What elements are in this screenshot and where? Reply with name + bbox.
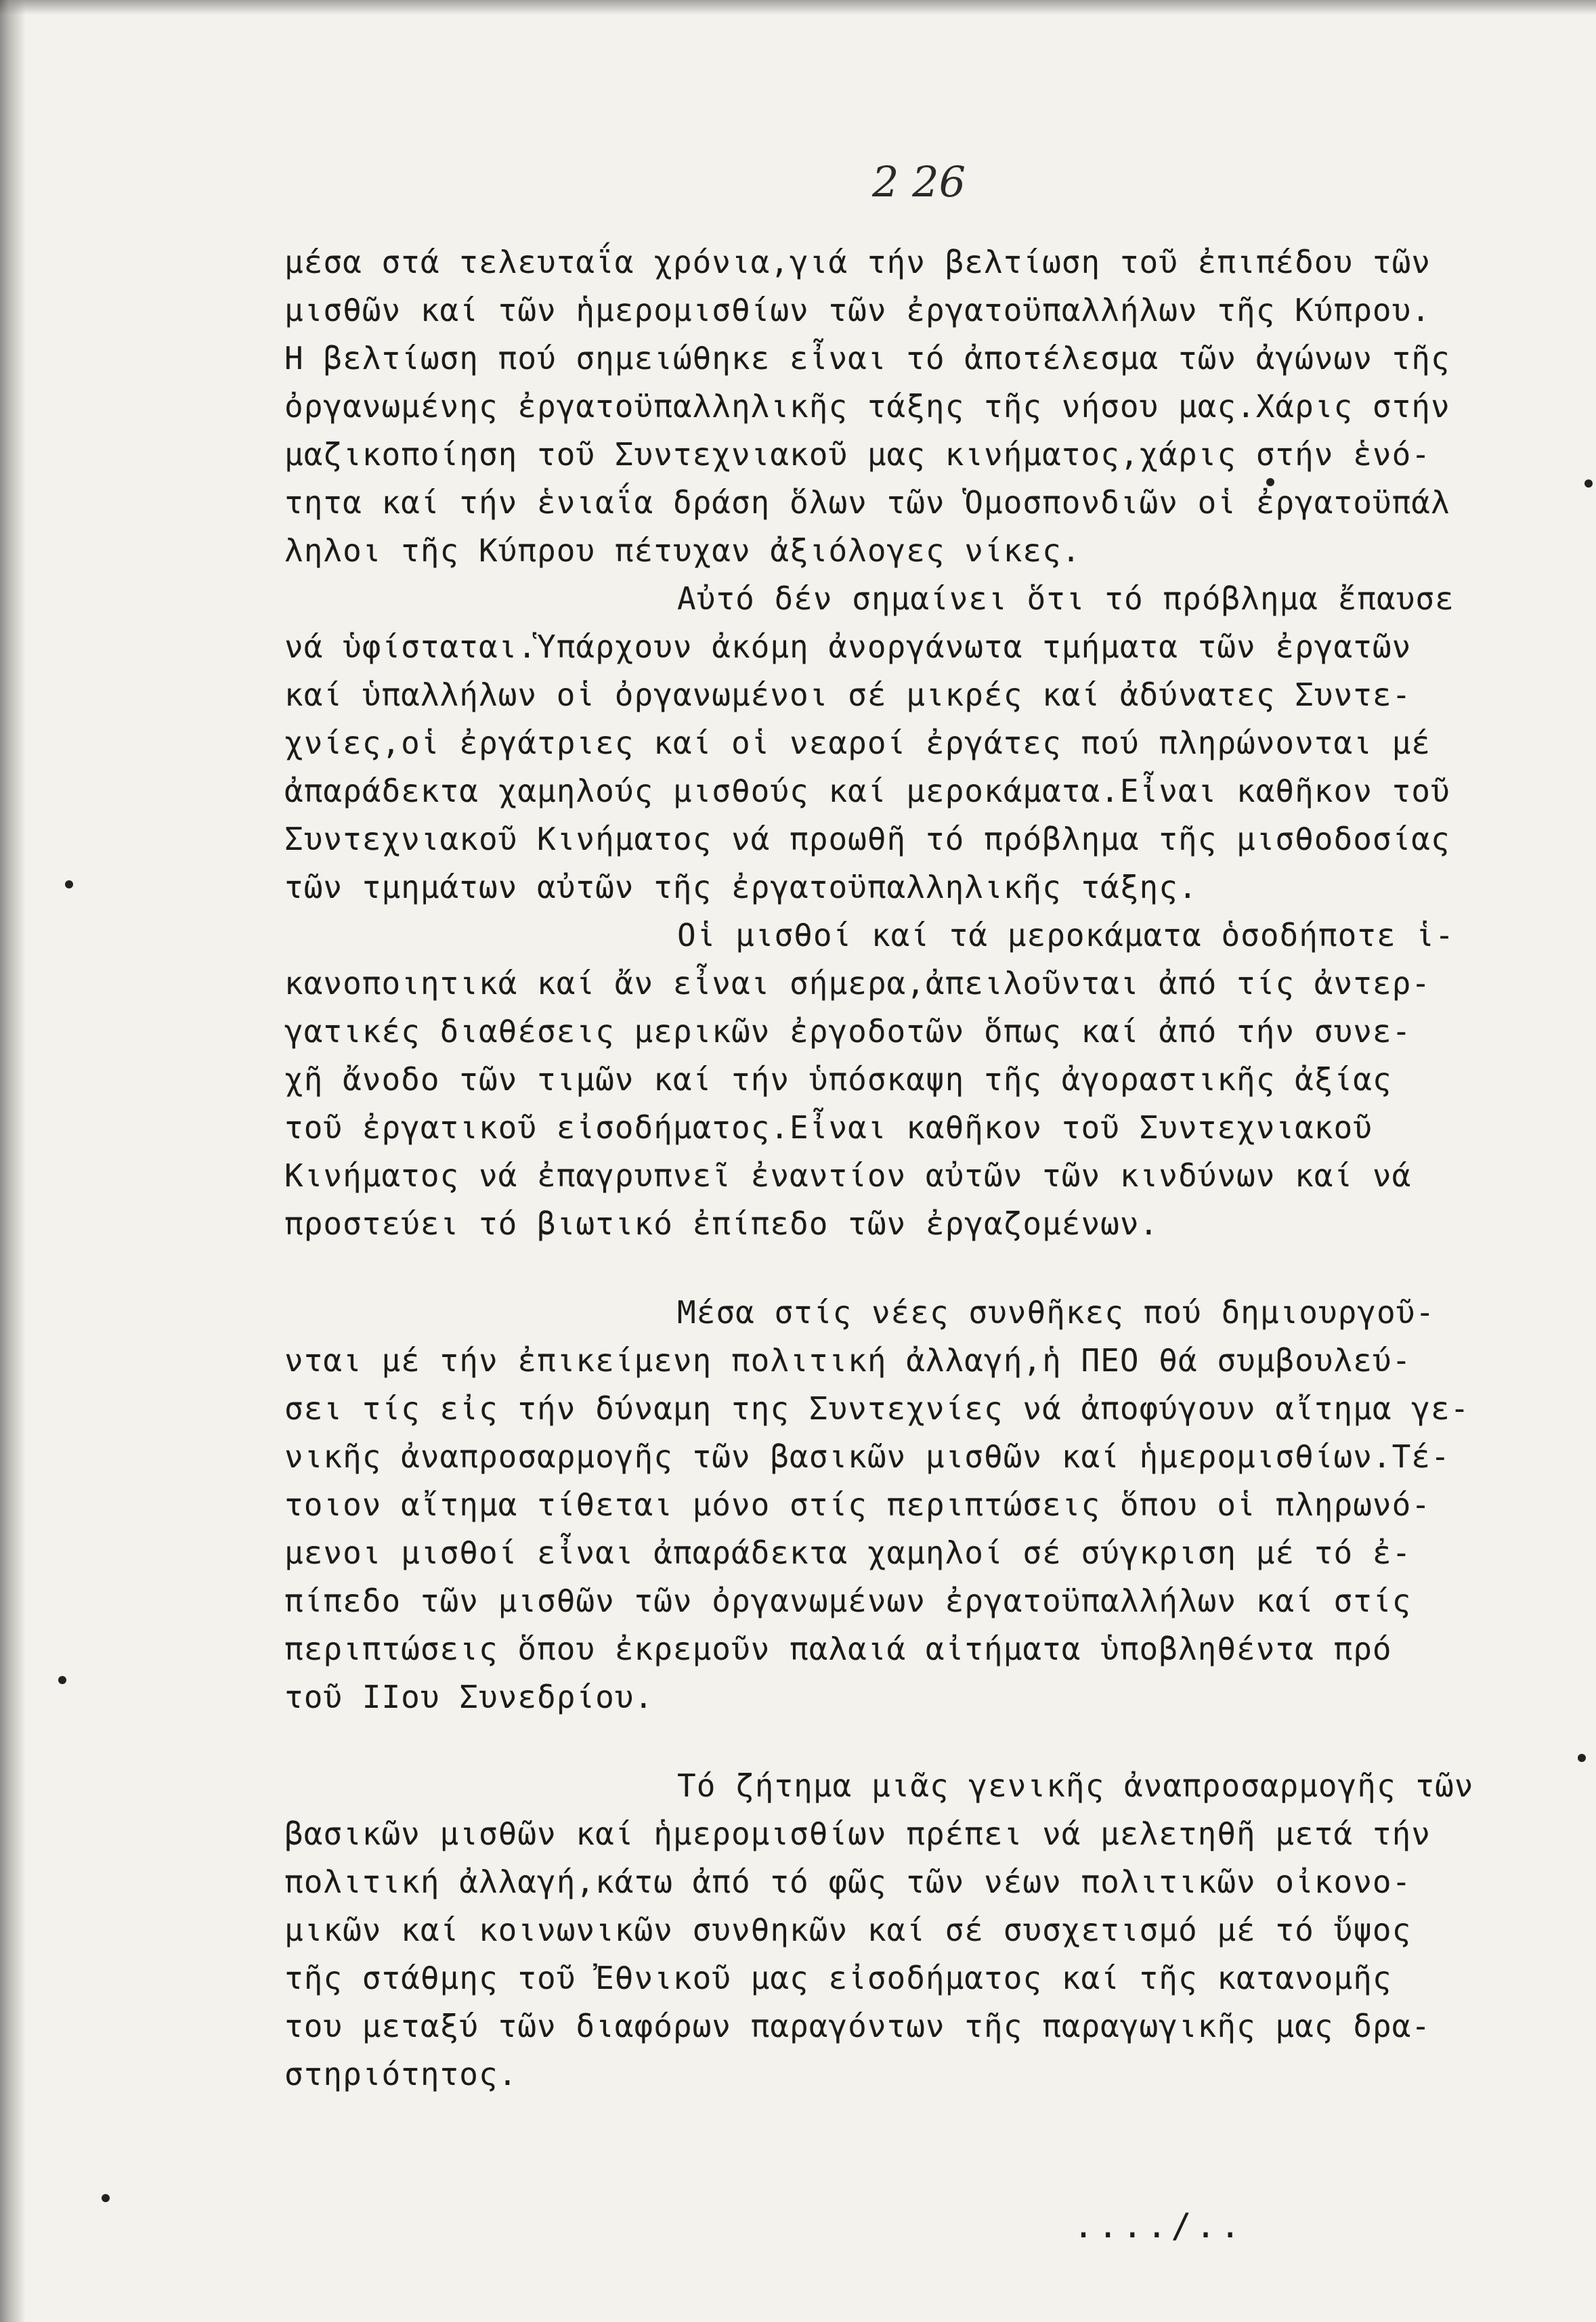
scan-speck [58, 1676, 66, 1684]
scan-speck [1578, 1754, 1586, 1762]
scan-edge-left [0, 0, 26, 2322]
body-text [284, 238, 1524, 2099]
paragraph-3: Οἱ μισθοί καί τά μεροκάματα ὁσοδήποτε ἱ- κανοποιητικά καί ἄν εἶναι σήμερα,ἀπειλοῦνται ἀπό τίς ἀντερ- γατικές διαθέσεις μερικῶν ἐργοδοτῶν ὅπως καί ἀπό τήν συνε- χῆ ἄνοδο τῶν τιμῶν καί τήν ὑπόσκαψη τῆς ἀγοραστικῆς ἀξίας τοῦ ἐργατικοῦ εἰσοδήματος.Εἶναι καθῆκον τοῦ Συντεχνιακοῦ Κινήματος νά ἐπαγρυπνεῖ ἐναντίον αὐτῶν τῶν κινδύνων καί νά προστεύει τό βιωτικό ἐπίπεδο τῶν ἐργαζομένων. [284, 917, 1454, 1242]
scan-speck [102, 2194, 110, 2202]
scan-edge-top [0, 0, 1596, 15]
scan-speck [65, 880, 73, 888]
page-number: 2 26 [872, 157, 966, 207]
paragraph-4: Μέσα στίς νέες συνθῆκες πού δημιουργοῦ- νται μέ τήν ἐπικείμενη πολιτική ἀλλαγή,ἡ ΠΕΟ θά συμβουλεύ- σει τίς εἰς τήν δύναμη της Συντεχνίες νά ἀποφύγουν αἴτημα γε- νικῆς ἀναπροσαρμογῆς τῶν βασικῶν μισθῶν καί ἡμερομισθίων.Τέ- τοιον αἴτημα τίθεται μόνο στίς περιπτώσεις ὅπου οἱ πληρωνό- μενοι μισθοί εἶναι ἀπαράδεκτα χαμηλοί σέ σύγκριση μέ τό ἐ- πίπεδο τῶν μισθῶν τῶν ὀργανωμένων ἐργατοϋπαλλήλων καί στίς περιπτώσεις ὅπου ἐκρεμοῦν παλαιά αἰτήματα ὑποβληθέντα πρό τοῦ ΙΙου Συνεδρίου. [284, 1294, 1470, 1715]
paragraph-5: Τό ζήτημα μιᾶς γενικῆς ἀναπροσαρμογῆς τῶν βασικῶν μισθῶν καί ἡμερομισθίων πρέπει νά μελετηθῆ μετά τήν πολιτική ἀλλαγή,κάτω ἀπό τό φῶς τῶν νέων πολιτικῶν οἰκονο- μικῶν καί κοινωνικῶν συνθηκῶν καί σέ συσχετισμό μέ τό ὕψος τῆς στάθμης τοῦ Ἐθνικοῦ μας εἰσοδήματος καί τῆς κατανομῆς του μεταξύ τῶν διαφόρων παραγόντων τῆς παραγωγικῆς μας δρα- στηριότητος. [284, 1767, 1474, 2092]
paragraph-2: Αὐτό δέν σημαίνει ὅτι τό πρόβλημα ἔπαυσε νά ὑφίσταται.Ὑπάρχουν ἀκόμη ἀνοργάνωτα τμήματα τῶν ἐργατῶν καί ὑπαλλήλων οἱ ὀργανωμένοι σέ μικρές καί ἀδύνατες Συντε- χνίες,οἱ ἐργάτριες καί οἱ νεαροί ἐργάτες πού πληρώνονται μέ ἀπαράδεκτα χαμηλούς μισθούς καί μεροκάματα.Εἶναι καθῆκον τοῦ Συντεχνιακοῦ Κινήματος νά προωθῆ τό πρόβλημα τῆς μισθοδοσίας τῶν τμημάτων αὐτῶν τῆς ἐργατοϋπαλληλικῆς τάξης. [284, 580, 1454, 905]
paragraph-1: μέσα στά τελευταΐα χρόνια,γιά τήν βελτίωση τοῦ ἐπιπέδου τῶν μισθῶν καί τῶν ἡμερομισθίων τῶν ἐργατοϋπαλλήλων τῆς Κύπρου. Η βελτίωση πού σημειώθηκε εἶναι τό ἀποτέλεσμα τῶν ἀγώνων τῆς ὀργανωμένης ἐργατοϋπαλληλικῆς τάξης τῆς νήσου μας.Χάρις στήν μαζικοποίηση τοῦ Συντεχνιακοῦ μας κινήματος,χάρις στήν ἑνό- τητα καί τήν ἑνιαΐα δράση ὅλων τῶν Ὁμοσπονδιῶν οἱ ἐργατοϋπάλ ληλοι τῆς Κύπρου πέτυχαν ἀξιόλογες νίκες. [284, 244, 1450, 569]
scan-speck [1584, 479, 1593, 488]
continuation-mark: ..../.. [1073, 2206, 1245, 2245]
